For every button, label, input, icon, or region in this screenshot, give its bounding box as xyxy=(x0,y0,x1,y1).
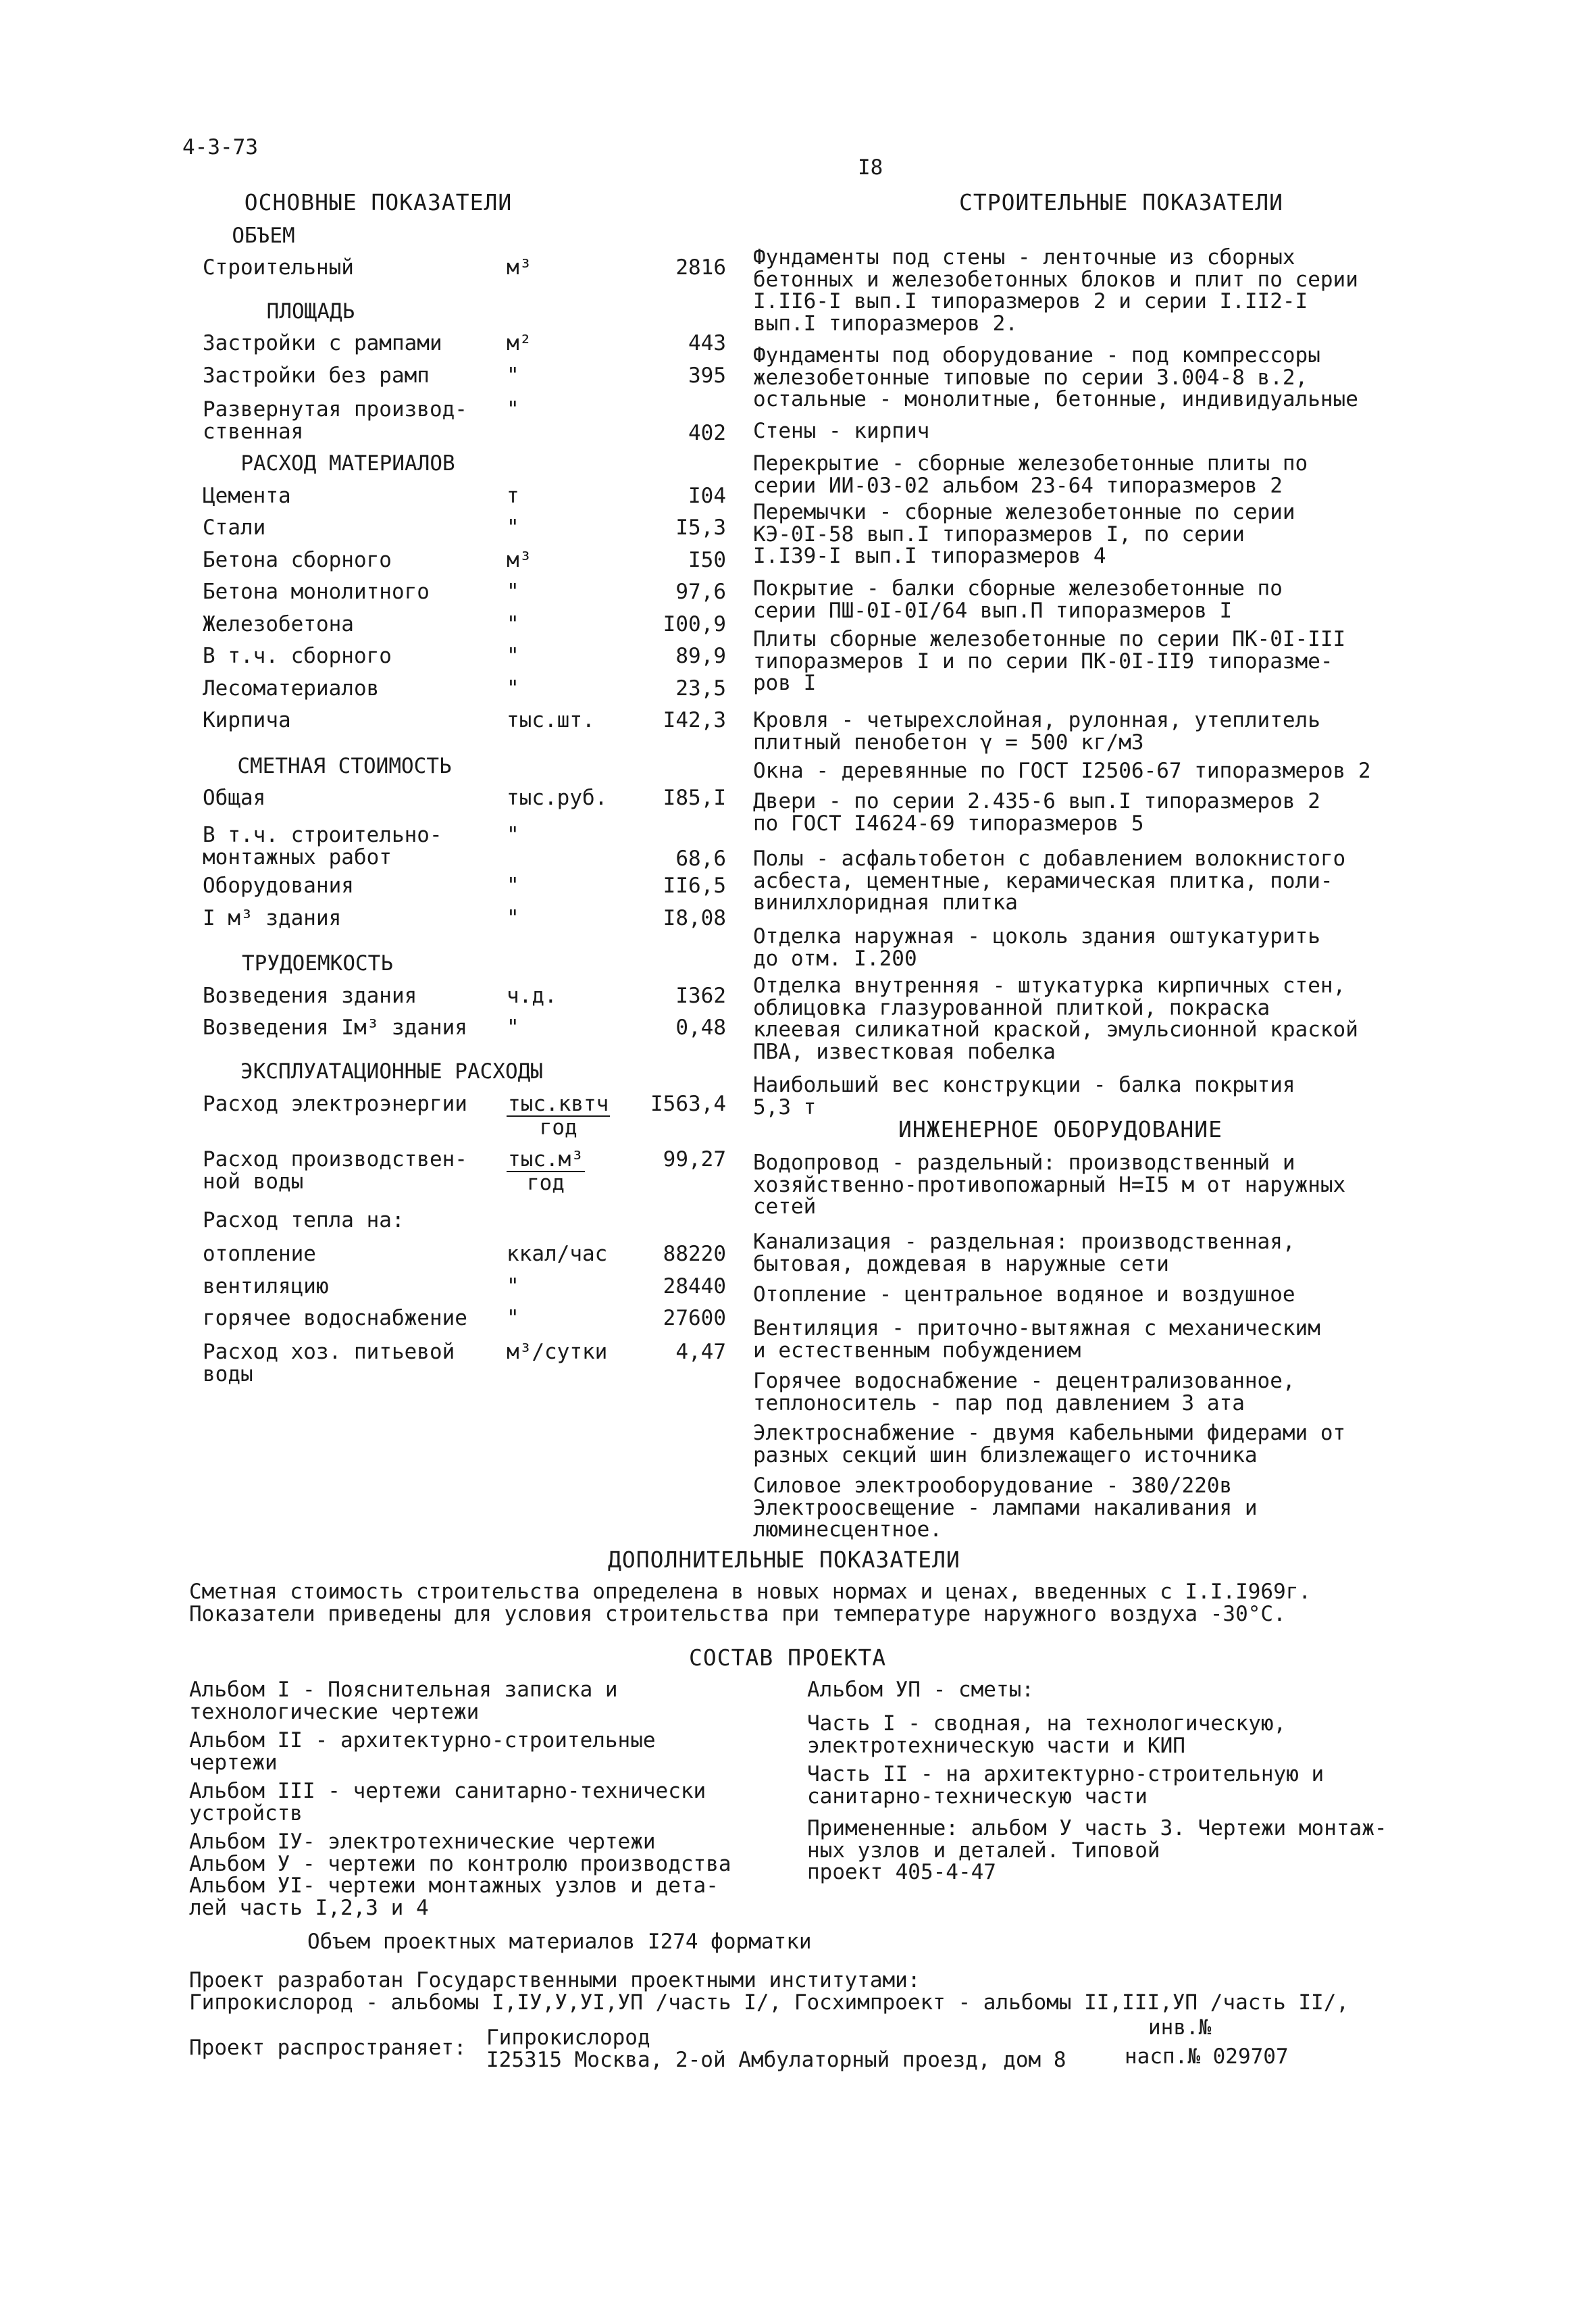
inventory-label: инв.№ xyxy=(1148,2015,1212,2040)
indicator-row xyxy=(203,517,729,547)
indicator-name: Стали xyxy=(203,515,266,540)
album-estimate-item: Альбом УП - сметы: xyxy=(807,1678,1034,1702)
indicator-name: Кирпича xyxy=(203,708,291,732)
indicator-unit: " xyxy=(507,1274,519,1299)
indicator-unit: " xyxy=(507,644,519,668)
indicator-value: 97,6 xyxy=(675,580,726,604)
indicator-value: I85,I xyxy=(663,786,726,810)
main-indicators-title: ОСНОВНЫЕ ПОКАЗАТЕЛИ xyxy=(244,189,513,216)
indicator-value: 0,48 xyxy=(675,1015,726,1040)
indicator-name: I м³ здания xyxy=(203,906,342,930)
indicator-value: 99,27 xyxy=(663,1147,726,1172)
construction-item: Перекрытие - сборные железобетонные плиты по серии ИИ-03-02 альбом 23-64 типоразмеров 2 xyxy=(753,451,1308,498)
construction-item: Отделка внутренняя - штукатурка кирпичных стен, облицовка глазурованной плиткой, покраска клеевая силикатной краской, эмульсионной краской ПВА, известковая побелка xyxy=(753,974,1358,1064)
indicator-value: I5,3 xyxy=(675,515,726,540)
album-estimate-item: Часть I - сводная, на технологическую, электротехническую части и КИП xyxy=(807,1711,1287,1758)
indicator-name: Бетона монолитного xyxy=(203,580,430,604)
indicator-name: Возведения Iм³ здания xyxy=(203,1015,467,1040)
indicator-row xyxy=(203,1017,729,1047)
cost-heading: СМЕТНАЯ СТОИМОСТЬ xyxy=(237,754,452,778)
album-item: Альбом I - Пояснительная записка и технологические чертежи xyxy=(189,1678,618,1724)
indicator-unit: ч.д. xyxy=(507,984,557,1008)
indicator-value: I50 xyxy=(688,548,726,572)
indicator-name: Лесоматериалов xyxy=(203,676,380,701)
materials-heading: РАСХОД МАТЕРИАЛОВ xyxy=(240,451,455,476)
labor-heading: ТРУДОЕМКОСТЬ xyxy=(242,951,393,976)
indicator-name: Расход электроэнергии xyxy=(203,1092,467,1116)
indicator-value: I563,4 xyxy=(650,1092,726,1116)
album-item: Альбом III - чертежи санитарно-технически устройств xyxy=(189,1779,706,1826)
indicator-unit: " xyxy=(507,580,519,604)
construction-item: Наибольший вес конструкции - балка покрытия 5,3 т xyxy=(753,1073,1295,1120)
indicator-unit: " xyxy=(507,1306,519,1330)
unit-numerator: тыс.квтч xyxy=(508,1092,609,1116)
album-item: Альбом IУ- электротехнические чертежи Альбом У - чертежи по контролю производства Альбом УI- чертежи монтажных узлов и дета- лей часть I,2,3 и 4 xyxy=(189,1830,731,1920)
indicator-row xyxy=(203,678,729,707)
additional-text: Сметная стоимость строительства определена в новых нормах и ценах, введенных с I.I.I969г. Показатели приведены для условия строительства при температуре наружного воздуха -30°С. xyxy=(189,1580,1312,1626)
indicator-name: Общая xyxy=(203,786,266,810)
indicator-unit: " xyxy=(507,906,519,930)
engineering-item: Горячее водоснабжение - децентрализованное, теплоноситель - пар под давлением 3 ата xyxy=(753,1369,1295,1415)
indicator-row xyxy=(203,613,729,643)
indicator-unit: " xyxy=(507,874,519,898)
indicator-unit: " xyxy=(507,397,519,422)
indicator-name: Оборудования xyxy=(203,874,354,898)
album-estimate-item: Примененные: альбом У часть 3. Чертежи монтаж- ных узлов и деталей. Типовой проект 405-4-47 xyxy=(807,1816,1387,1885)
heat-label: Расход тепла на: xyxy=(203,1208,405,1232)
construction-item: Перемычки - сборные железобетонные по серии КЭ-0I-58 вып.I типоразмеров I, по серии I.I39-I вып.I типоразмеров 4 xyxy=(753,500,1295,569)
unit-denominator: год xyxy=(526,1170,565,1195)
indicator-row xyxy=(203,823,729,871)
indicator-value: I362 xyxy=(675,984,726,1008)
indicator-name: Застройки с рампами xyxy=(203,331,442,355)
album-estimate-item: Часть II - на архитектурно-строительную и санитарно-техническую части xyxy=(807,1762,1324,1809)
area-heading: ПЛОЩАДЬ xyxy=(266,299,355,324)
indicator-unit: " xyxy=(507,1015,519,1040)
indicator-name: Возведения здания xyxy=(203,984,417,1008)
distributed-label: Проект распространяет: xyxy=(189,2036,467,2060)
indicator-value: II6,5 xyxy=(663,874,726,898)
indicator-row xyxy=(203,365,729,395)
distributor-address: Гипрокислород I25315 Москва, 2-ой Амбулаторный проезд, дом 8 xyxy=(486,2026,1066,2072)
indicator-row xyxy=(203,985,729,1015)
engineering-item: Электроснабжение - двумя кабельными фидерами от разных секций шин близлежащего источника xyxy=(753,1421,1346,1467)
indicator-row xyxy=(203,875,729,905)
indicator-name: Расход хоз. питьевой воды xyxy=(203,1340,455,1386)
water-row xyxy=(203,1147,729,1195)
indicator-value: 27600 xyxy=(663,1306,726,1330)
indicator-unit: " xyxy=(507,823,519,847)
construction-title: СТРОИТЕЛЬНЫЕ ПОКАЗАТЕЛИ xyxy=(959,189,1283,216)
indicator-name: В т.ч. строительно- монтажных работ xyxy=(203,823,442,870)
construction-item: Фундаменты под стены - ленточные из сборных бетонных и железобетонных блоков и плит по серии I.II6-I вып.I типоразмеров 2 и серии I.II2-I вып.I типоразмеров 2. xyxy=(753,245,1358,336)
indicator-row xyxy=(203,397,729,445)
volume-heading: ОБЪЕМ xyxy=(232,224,295,248)
indicator-unit: тыс.шт. xyxy=(507,708,595,732)
indicator-unit xyxy=(507,1093,615,1138)
indicator-name: Расход производствен- ной воды xyxy=(203,1147,467,1194)
indicator-value: I04 xyxy=(688,484,726,508)
unit-numerator: тыс.м³ xyxy=(508,1147,584,1172)
engineering-item: Канализация - раздельная: производственная, бытовая, дождевая в наружные сети xyxy=(753,1230,1295,1276)
indicator-unit: " xyxy=(507,363,519,388)
indicator-name: В т.ч. сборного xyxy=(203,644,392,668)
indicator-name: Цемента xyxy=(203,484,291,508)
indicator-value: I00,9 xyxy=(663,612,726,636)
indicator-value: 4,47 xyxy=(675,1340,726,1364)
indicator-row xyxy=(203,332,729,362)
indicator-value: I42,3 xyxy=(663,708,726,732)
developed-by-text: Проект разработан Государственными проектными институтами: Гипрокислород - альбомы I,IУ,У,УI,УП /часть I/, Госхимпроект - альбомы II,III,УП /часть II/, xyxy=(189,1968,1349,2015)
inventory-number: насп.№ 029707 xyxy=(1125,2044,1289,2069)
indicator-name: Строительный xyxy=(203,255,354,280)
indicator-row xyxy=(203,787,729,817)
indicator-row xyxy=(203,1340,729,1386)
indicator-row xyxy=(203,549,729,579)
indicator-value: 28440 xyxy=(663,1274,726,1299)
indicator-row xyxy=(203,581,729,611)
construction-item: Полы - асфальтобетон с добавлением волокнистого асбеста, цементные, керамическая плитка, поли- винилхлоридная плитка xyxy=(753,847,1346,915)
indicator-row xyxy=(203,709,729,739)
indicator-row xyxy=(203,907,729,937)
indicator-unit: " xyxy=(507,515,519,540)
indicator-unit: м³/сутки xyxy=(507,1340,608,1364)
construction-item: Двери - по серии 2.435-6 вып.I типоразмеров 2 по ГОСТ I4624-69 типоразмеров 5 xyxy=(753,789,1320,836)
indicator-row xyxy=(203,485,729,515)
engineering-item: Вентиляция - приточно-вытяжная с механическим и естественным побуждением xyxy=(753,1316,1320,1363)
indicator-row xyxy=(203,1307,729,1337)
indicator-unit: ккал/час xyxy=(507,1242,608,1266)
indicator-unit: " xyxy=(507,612,519,636)
indicator-unit xyxy=(507,1149,615,1194)
indicator-row xyxy=(203,1276,729,1305)
indicator-value: 395 xyxy=(688,363,726,388)
construction-item: Кровля - четырехслойная, рулонная, утеплитель плитный пенобетон γ = 500 кг/м3 xyxy=(753,708,1320,755)
indicator-name: Бетона сборного xyxy=(203,548,392,572)
indicator-unit: м³ xyxy=(507,255,532,280)
indicator-name: горячее водоснабжение xyxy=(203,1306,467,1330)
construction-item: Стены - кирпич xyxy=(753,419,930,443)
document-code: 4-3-73 xyxy=(182,135,258,159)
indicator-value: 89,9 xyxy=(675,644,726,668)
indicator-name: Железобетона xyxy=(203,612,354,636)
indicator-row xyxy=(203,645,729,675)
construction-item: Плиты сборные железобетонные по серии ПК-0I-III типоразмеров I и по серии ПК-0I-II9 типоразме- ров I xyxy=(753,627,1346,696)
indicator-unit: м³ xyxy=(507,548,532,572)
engineering-item: Водопровод - раздельный: производственный и хозяйственно-противопожарный Н=I5 м от наружных сетей xyxy=(753,1151,1346,1219)
indicator-name: Застройки без рамп xyxy=(203,363,430,388)
engineering-item: Силовое электрооборудование - 380/220в Электроосвещение - лампами накаливания и люминесцентное. xyxy=(753,1474,1258,1542)
indicator-row xyxy=(203,1243,729,1273)
indicator-value: 23,5 xyxy=(675,676,726,701)
page-number: I8 xyxy=(858,155,883,180)
indicator-unit: " xyxy=(507,676,519,701)
indicator-unit: тыс.руб. xyxy=(507,786,608,810)
indicator-value: 88220 xyxy=(663,1242,726,1266)
additional-title: ДОПОЛНИТЕЛЬНЫЕ ПОКАЗАТЕЛИ xyxy=(608,1546,960,1573)
indicator-row xyxy=(203,257,729,286)
construction-item: Покрытие - балки сборные железобетонные по серии ПШ-0I-0I/64 вып.П типоразмеров I xyxy=(753,576,1283,623)
indicator-name: отопление xyxy=(203,1242,316,1266)
indicator-value: 68,6 xyxy=(675,847,726,871)
unit-denominator: год xyxy=(539,1115,577,1140)
electricity-row xyxy=(203,1092,729,1140)
construction-item: Окна - деревянные по ГОСТ I2506-67 типоразмеров 2 xyxy=(753,759,1371,783)
engineering-item: Отопление - центральное водяное и воздушное xyxy=(753,1282,1295,1307)
composition-title: СОСТАВ ПРОЕКТА xyxy=(689,1644,887,1671)
indicator-unit: т xyxy=(507,484,519,508)
operating-heading: ЭКСПЛУАТАЦИОННЫЕ РАСХОДЫ xyxy=(240,1059,543,1084)
indicator-name: вентиляцию xyxy=(203,1274,329,1299)
construction-item: Фундаменты под оборудование - под компрессоры железобетонные типовые по серии 3.004-8 в.2, остальные - монолитные, бетонные, индивидуальные xyxy=(753,343,1358,412)
construction-item: Отделка наружная - цоколь здания оштукатурить до отм. I.200 xyxy=(753,924,1320,971)
engineering-title: ИНЖЕНЕРНОЕ ОБОРУДОВАНИЕ xyxy=(898,1116,1222,1142)
indicator-value: 443 xyxy=(688,331,726,355)
indicator-unit: м² xyxy=(507,331,532,355)
album-item: Альбом II - архитектурно-строительные чертежи xyxy=(189,1728,656,1775)
volume-materials-text: Объем проектных материалов I274 форматки xyxy=(307,1930,812,1954)
indicator-value: 402 xyxy=(688,421,726,445)
indicator-value: 2816 xyxy=(675,255,726,280)
indicator-value: I8,08 xyxy=(663,906,726,930)
indicator-name: Развернутая производ- ственная xyxy=(203,397,467,444)
